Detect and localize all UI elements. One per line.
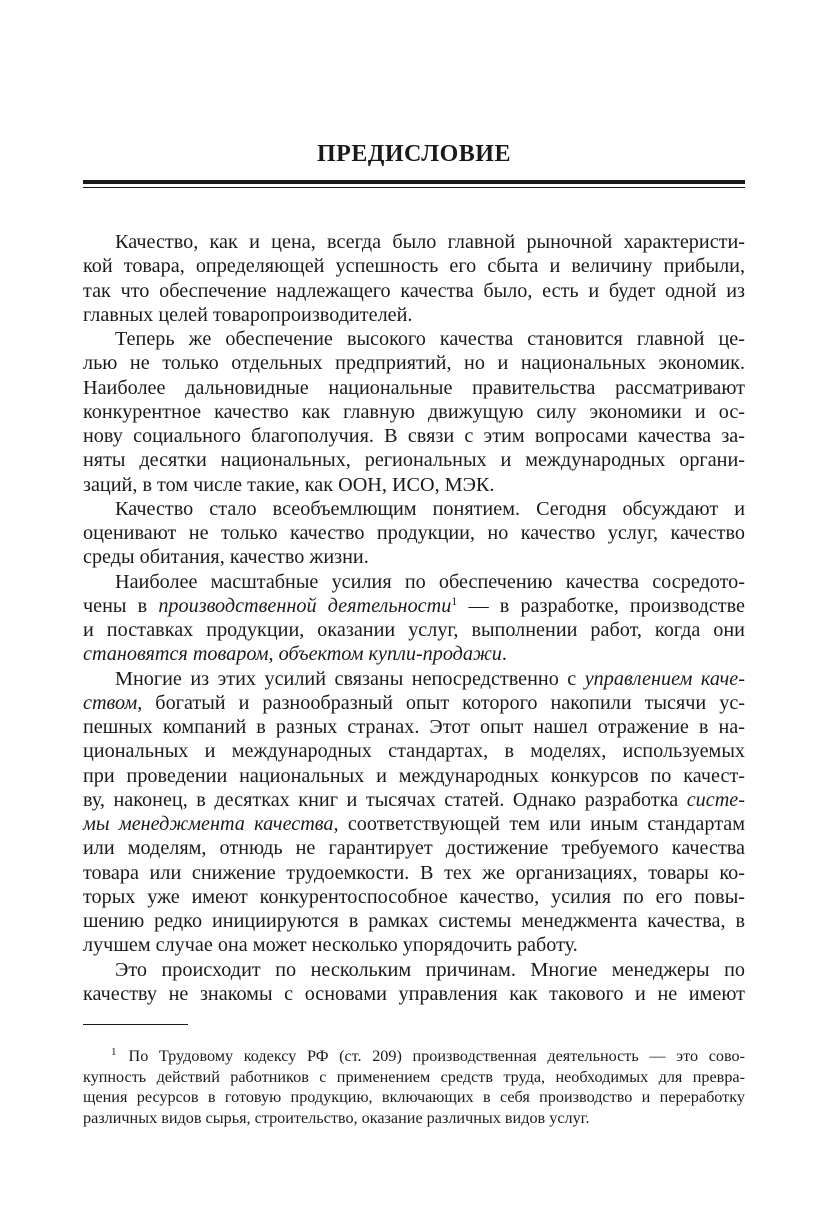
italic-term: становятся товаром, объектом купли-продажи <box>83 643 502 666</box>
text-line: среды обитания, качество жизни. <box>83 546 369 569</box>
text-line: и поставках продукции, оказании услуг, выполнении работ, когда они <box>83 619 745 641</box>
text-line: или моделям, отнюдь не гарантирует достижение требуемого качества <box>83 837 745 860</box>
text-line: Качество, как и цена, всегда было главной рыночной характеристи- <box>115 231 745 253</box>
title-rule-thick <box>83 180 745 184</box>
text-line <box>83 642 745 666</box>
text-line <box>83 667 745 691</box>
text-line <box>83 788 745 812</box>
footnote-number: 1 <box>111 1046 117 1058</box>
text-run: ву, наконец, в десятках книг и тысячах статей. Однако разработка <box>83 788 687 811</box>
text-line: шению редко инициируются в рамках системы менеджмента качества, в <box>83 910 745 932</box>
paragraph-5 <box>83 667 745 958</box>
text-line: Качество стало всеобъемлющим понятием. Сегодня обсуждают и <box>115 497 745 520</box>
text-line: циональных и международных стандартах, в моделях, используемых <box>83 740 745 763</box>
italic-term: производственной деятельности <box>158 594 452 617</box>
footnote-line: купность действий работников с применением средств труда, необходимых для превра- <box>83 1067 745 1086</box>
text-line: няты десятки национальных, региональных и международных органи- <box>83 449 745 472</box>
italic-term: управлением каче- <box>584 667 745 690</box>
body-text <box>83 230 745 1006</box>
footnote-line <box>83 1046 745 1067</box>
text-line: качеству не знакомы с основами управления как такового и не имеют <box>83 982 745 1005</box>
footnote-rule <box>83 1024 188 1025</box>
text-run: По Трудовому кодексу РФ (ст. 209) производственная деятельность — это сово- <box>128 1047 745 1065</box>
text-line <box>83 812 745 836</box>
italic-term: ством, <box>83 691 143 714</box>
text-line: лучшем случае она может несколько упорядочить работу. <box>83 934 578 957</box>
italic-term: мы менеджмента качества, <box>83 813 339 835</box>
text-run: чены в <box>83 594 159 617</box>
text-run: Многие из этих усилий связаны непосредственно с <box>115 667 585 690</box>
text-line: нову социального благополучия. В связи с этим вопросами качества за- <box>83 425 745 447</box>
footnote-line: щения ресурсов в готовую продукцию, включающих в себя производство и переработку <box>83 1088 745 1106</box>
text-line: торых уже имеют конкурентоспособное качество, усилия по его повы- <box>83 885 745 908</box>
text-line: Это происходит по нескольким причинам. Многие менеджеры по <box>115 958 745 981</box>
text-line: так что обеспечение надлежащего качества было, есть и будет одной из <box>83 279 745 302</box>
paragraph-6 <box>83 958 745 1007</box>
title-rule-thin <box>83 187 745 188</box>
italic-term: систе- <box>686 788 745 811</box>
footnote-reference[interactable]: 1 <box>451 593 458 608</box>
text-line: главных целей товаропроизводителей. <box>83 303 413 326</box>
text-line: конкурентное качество как главную движущую силу экономики и ос- <box>83 400 745 423</box>
footnote-line: различных видов сырья, строительство, оказание различных видов услуг. <box>83 1108 590 1127</box>
paragraph-2 <box>83 327 745 497</box>
text-line: товара или снижение трудоемкости. В тех же организациях, товары ко- <box>83 861 745 884</box>
text-line: при проведении национальных и международных конкурсов по качест- <box>83 764 745 787</box>
text-line: кой товара, определяющей успешность его сбыта и величину прибыли, <box>83 255 745 278</box>
text-line: пешных компаний в разных странах. Этот опыт нашел отражение в на- <box>83 716 745 738</box>
text-run: — в разработке, производстве <box>457 594 746 617</box>
paragraph-4 <box>83 570 745 667</box>
text-run: . <box>501 643 507 666</box>
text-line: Наиболее дальновидные национальные правительства рассматривают <box>83 376 745 399</box>
text-run: соответствующей тем или иным стандартам <box>338 813 745 835</box>
paragraph-1 <box>83 230 745 327</box>
footnote <box>83 1046 745 1128</box>
text-line: Наиболее масштабные усилия по обеспечению качества сосредото- <box>115 570 745 593</box>
page-title: ПРЕДИСЛОВИЕ <box>317 141 511 167</box>
text-line: оценивают не только качество продукции, но качество услуг, качество <box>83 522 745 544</box>
text-line: заций, в том числе такие, как ООН, ИСО, МЭК. <box>83 473 495 496</box>
text-line <box>83 691 745 715</box>
text-line: Теперь же обеспечение высокого качества становится главной це- <box>115 328 745 350</box>
text-line: лью не только отдельных предприятий, но и национальных экономик. <box>83 352 745 375</box>
paragraph-3 <box>83 497 745 570</box>
text-line <box>83 594 745 618</box>
text-run: богатый и разнообразный опыт которого накопили тысячи ус- <box>142 691 745 714</box>
